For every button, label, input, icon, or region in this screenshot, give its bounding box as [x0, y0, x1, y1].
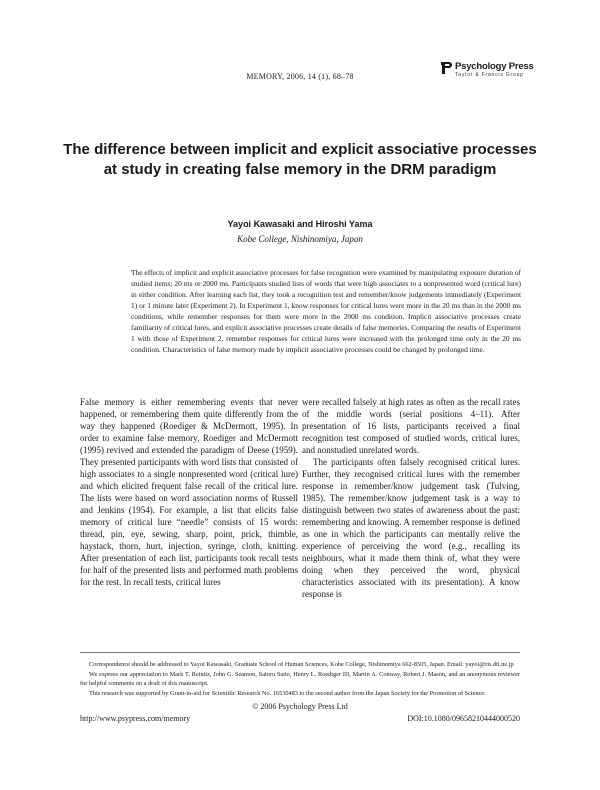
body-column-right: [302, 396, 520, 600]
body-paragraph: The participants often falsely recognised critical lures. Further, they recognised critical lures with the remember response in remember/know judgement task (Tulving, 1985). The remember/know judgement task is a way to distinguish between two states of awareness about the past: remembering and knowing. A remember response is defined as one in which the participants can mentally relive the experience of perceiving the word (e.g., recalling its neighbours, what it made them think of, what they were doing when they perceived the word, physical characteristics associated with its presentation). A know response is: [302, 457, 520, 599]
psychology-press-logo-icon: [440, 61, 452, 75]
doi-link[interactable]: DOI:10.1080/09658210444000520: [407, 714, 520, 723]
author-list: Yayoi Kawasaki and Hiroshi Yama: [227, 219, 373, 229]
body-column-left: [80, 396, 298, 588]
journal-citation: MEMORY, 2006, 14 (1), 68–78: [246, 72, 354, 81]
footnote-funding: This research was supported by Grant-in-aid for Scientific Research No. 16530483 to the second author from the Japan Society for the Promotion of Science.: [89, 689, 486, 697]
abstract: The effects of implicit and explicit associative processes for false recognition were examined by manipulating exposure duration of studied items; 20 ms or 2000 ms. Participants studied lists of words that were high associates to a nonpresented word (critical lure) in either condition. After learning each list, they took a recognition test and remember/know judgements immediately (Experiment 1) or 1 minute later (Experiment 2). In Experiment 1, know responses for critical lures were more in the 20 ms than in the 2000 ms conditions, while remember responses for them were more in the 2000 ms condition. Implicit associative processes create familiarity of critical lures, and explicit associative processes create details of false memories. Comparing the results of Experiment 1 with those of Experiment 2, remember responses for critical lures were increased with the prolonged time only in the 20 ms condition. Characteristics of false memory made by implicit associative processes could be changed by prolonged time.: [131, 268, 521, 354]
article-title: The difference between implicit and explicit associative processes at study in creating false memory in the DRM paradigm: [63, 141, 537, 178]
publisher-logo-subtitle: Taylor & Francis Group: [455, 72, 524, 78]
footnote-acknowledgement: We express our appreciation to Mark T. Reinitz, John G. Seamon, Satoru Saito, Henry L. Roediger III, Martin A. Conway, Robert J. Mason, and an anonymous reviewer for helpful comments on a draft of this manuscript.: [80, 670, 520, 687]
publisher-logo: [440, 60, 535, 82]
body-paragraph: False memory is either remembering events that never happened, or remembering them quite differently from the way they happened (Roediger & McDermott, 1995). In order to examine false memory, Roediger and McDermott (1995) revived and extended the paradigm of Deese (1959). They presented participants with word lists that consisted of high associates to a single nonpresented word (critical lure) and which elicited frequent false recall of the critical lure. The lists were based on word association norms of Russell and Jenkins (1954). For example, a list that elicits false memory of critical lure “needle” consists of 15 words: thread, pin, eye, sewing, sharp, point, prick, thimble, haystack, thorn, hurt, injection, syringe, cloth, knitting. After presentation of each list, participants took recall tests for half of the presented lists and performed math problems for the rest. In recall tests, critical lures: [80, 397, 298, 587]
footnote-correspondence: Correspondence should be addressed to Yayoi Kawasaki, Graduate School of Human Sciences, Kobe College, Nishinomiya 662-8505, Japan. Email: yayoi@ris.dti.ne.jp: [89, 661, 514, 668]
footnotes: [80, 660, 520, 698]
publisher-logo-name: Psychology Press: [455, 61, 534, 72]
body-paragraph: were recalled falsely at high rates as often as the recall rates of the middle words (serial positions 4–11). After presentation of 16 lists, participants received a final recognition test composed of studied words, critical lures, and nonstudied unrelated words.: [302, 397, 520, 455]
author-affiliation: Kobe College, Nishinomiya, Japan: [237, 234, 363, 244]
journal-url-link[interactable]: http://www.psypress.com/memory: [80, 714, 191, 723]
copyright-notice: © 2006 Psychology Press Ltd: [252, 702, 348, 711]
footnote-divider: [80, 652, 520, 653]
